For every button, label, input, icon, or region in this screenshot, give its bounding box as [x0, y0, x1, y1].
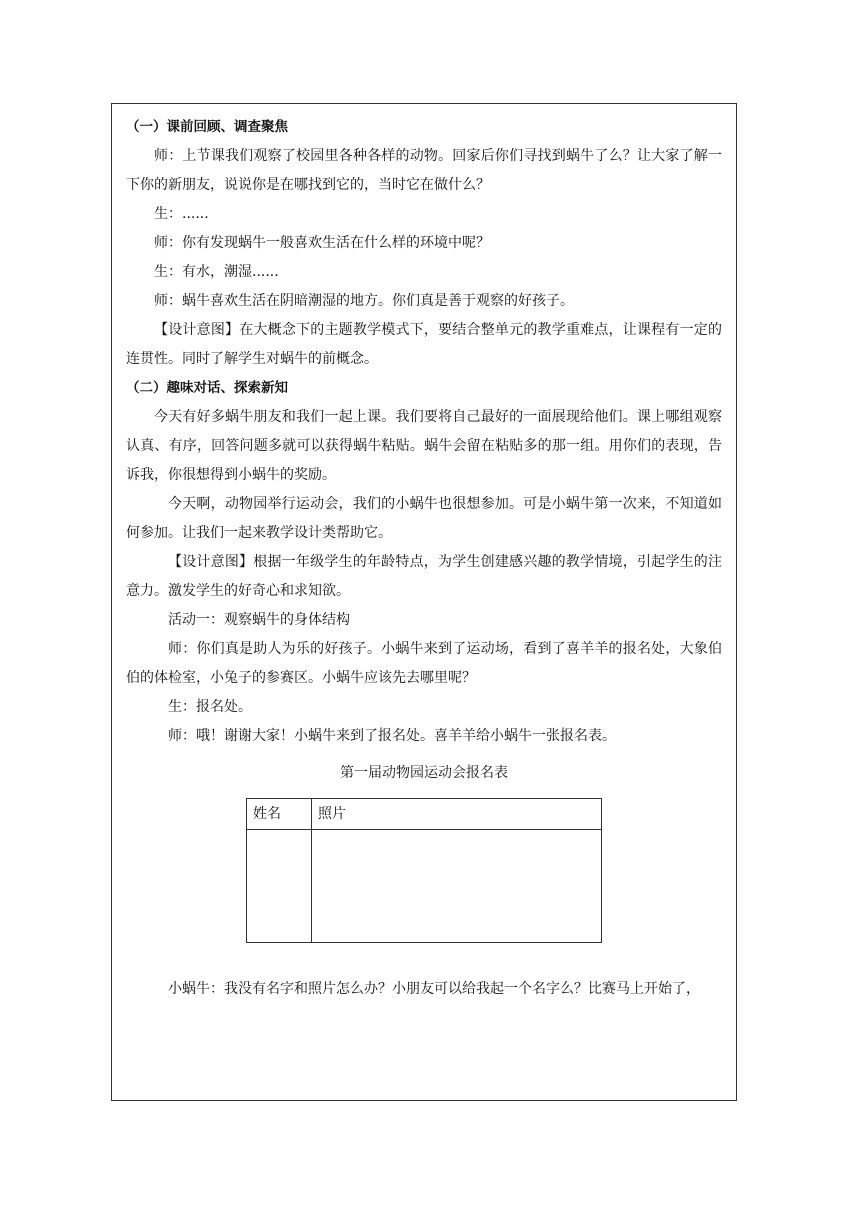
table-cell: [247, 830, 312, 943]
lesson-content: [112, 104, 736, 1004]
paragraph: 今天有好多蜗牛朋友和我们一起上课。我们要将自己最好的一面展现给他们。课上哪组观察认真、有序，回答问题多就可以获得蜗牛粘贴。蜗牛会留在粘贴多的那一组。用你们的表现，告诉我，你很想得到小蜗牛的奖励。: [126, 409, 722, 483]
paragraph: 生：报名处。: [168, 699, 252, 715]
paragraph: 师：蜗牛喜欢生活在阴暗潮湿的地方。你们真是善于观察的好孩子。: [154, 293, 574, 309]
activity-title: 活动一：观察蜗牛的身体结构: [168, 612, 350, 628]
paragraph: 师：上节课我们观察了校园里各种各样的动物。回家后你们寻找到蜗牛了么？让大家了解一下你的新朋友，说说你是在哪找到它的，当时它在做什么？: [126, 148, 722, 193]
lesson-plan-frame: [111, 103, 737, 1101]
paragraph: 小蜗牛：我没有名字和照片怎么办？小朋友可以给我起一个名字么？比赛马上开始了，: [168, 981, 700, 997]
table-header-name: 姓名: [247, 799, 312, 830]
design-intent-paragraph: 【设计意图】在大概念下的主题教学模式下，要结合整单元的教学重难点，让课程有一定的连贯性。同时了解学生对蜗牛的前概念。: [126, 322, 722, 367]
table-header-row: [247, 799, 602, 830]
spacer: [126, 943, 722, 975]
section-heading-1: （一）课前回顾、调查聚焦: [126, 119, 288, 135]
paragraph: 师：你有发现蜗牛一般喜欢生活在什么样的环境中呢？: [154, 235, 490, 251]
paragraph: 师：哦！谢谢大家！小蜗牛来到了报名处。喜羊羊给小蜗牛一张报名表。: [168, 728, 616, 744]
design-intent-paragraph: 【设计意图】根据一年级学生的年龄特点，为学生创建感兴趣的教学情境，引起学生的注意力。激发学生的好奇心和求知欲。: [126, 554, 722, 599]
paragraph: 师：你们真是助人为乐的好孩子。小蜗牛来到了运动场，看到了喜羊羊的报名处，大象伯伯的体检室，小兔子的参赛区。小蜗牛应该先去哪里呢？: [126, 641, 722, 686]
paragraph: 今天啊，动物园举行运动会，我们的小蜗牛也很想参加。可是小蜗牛第一次来，不知道如何参加。让我们一起来教学设计类帮助它。: [126, 496, 722, 541]
paragraph: 生：......: [154, 206, 209, 222]
table-cell: [312, 830, 602, 943]
paragraph: 生：有水，潮湿......: [154, 264, 279, 280]
table-header-photo: 照片: [312, 799, 602, 830]
table-row: [247, 830, 602, 943]
section-heading-2: （二）趣味对话、探索新知: [126, 380, 288, 396]
table-caption: 第一届动物园运动会报名表: [340, 765, 508, 781]
registration-table: [246, 798, 602, 943]
